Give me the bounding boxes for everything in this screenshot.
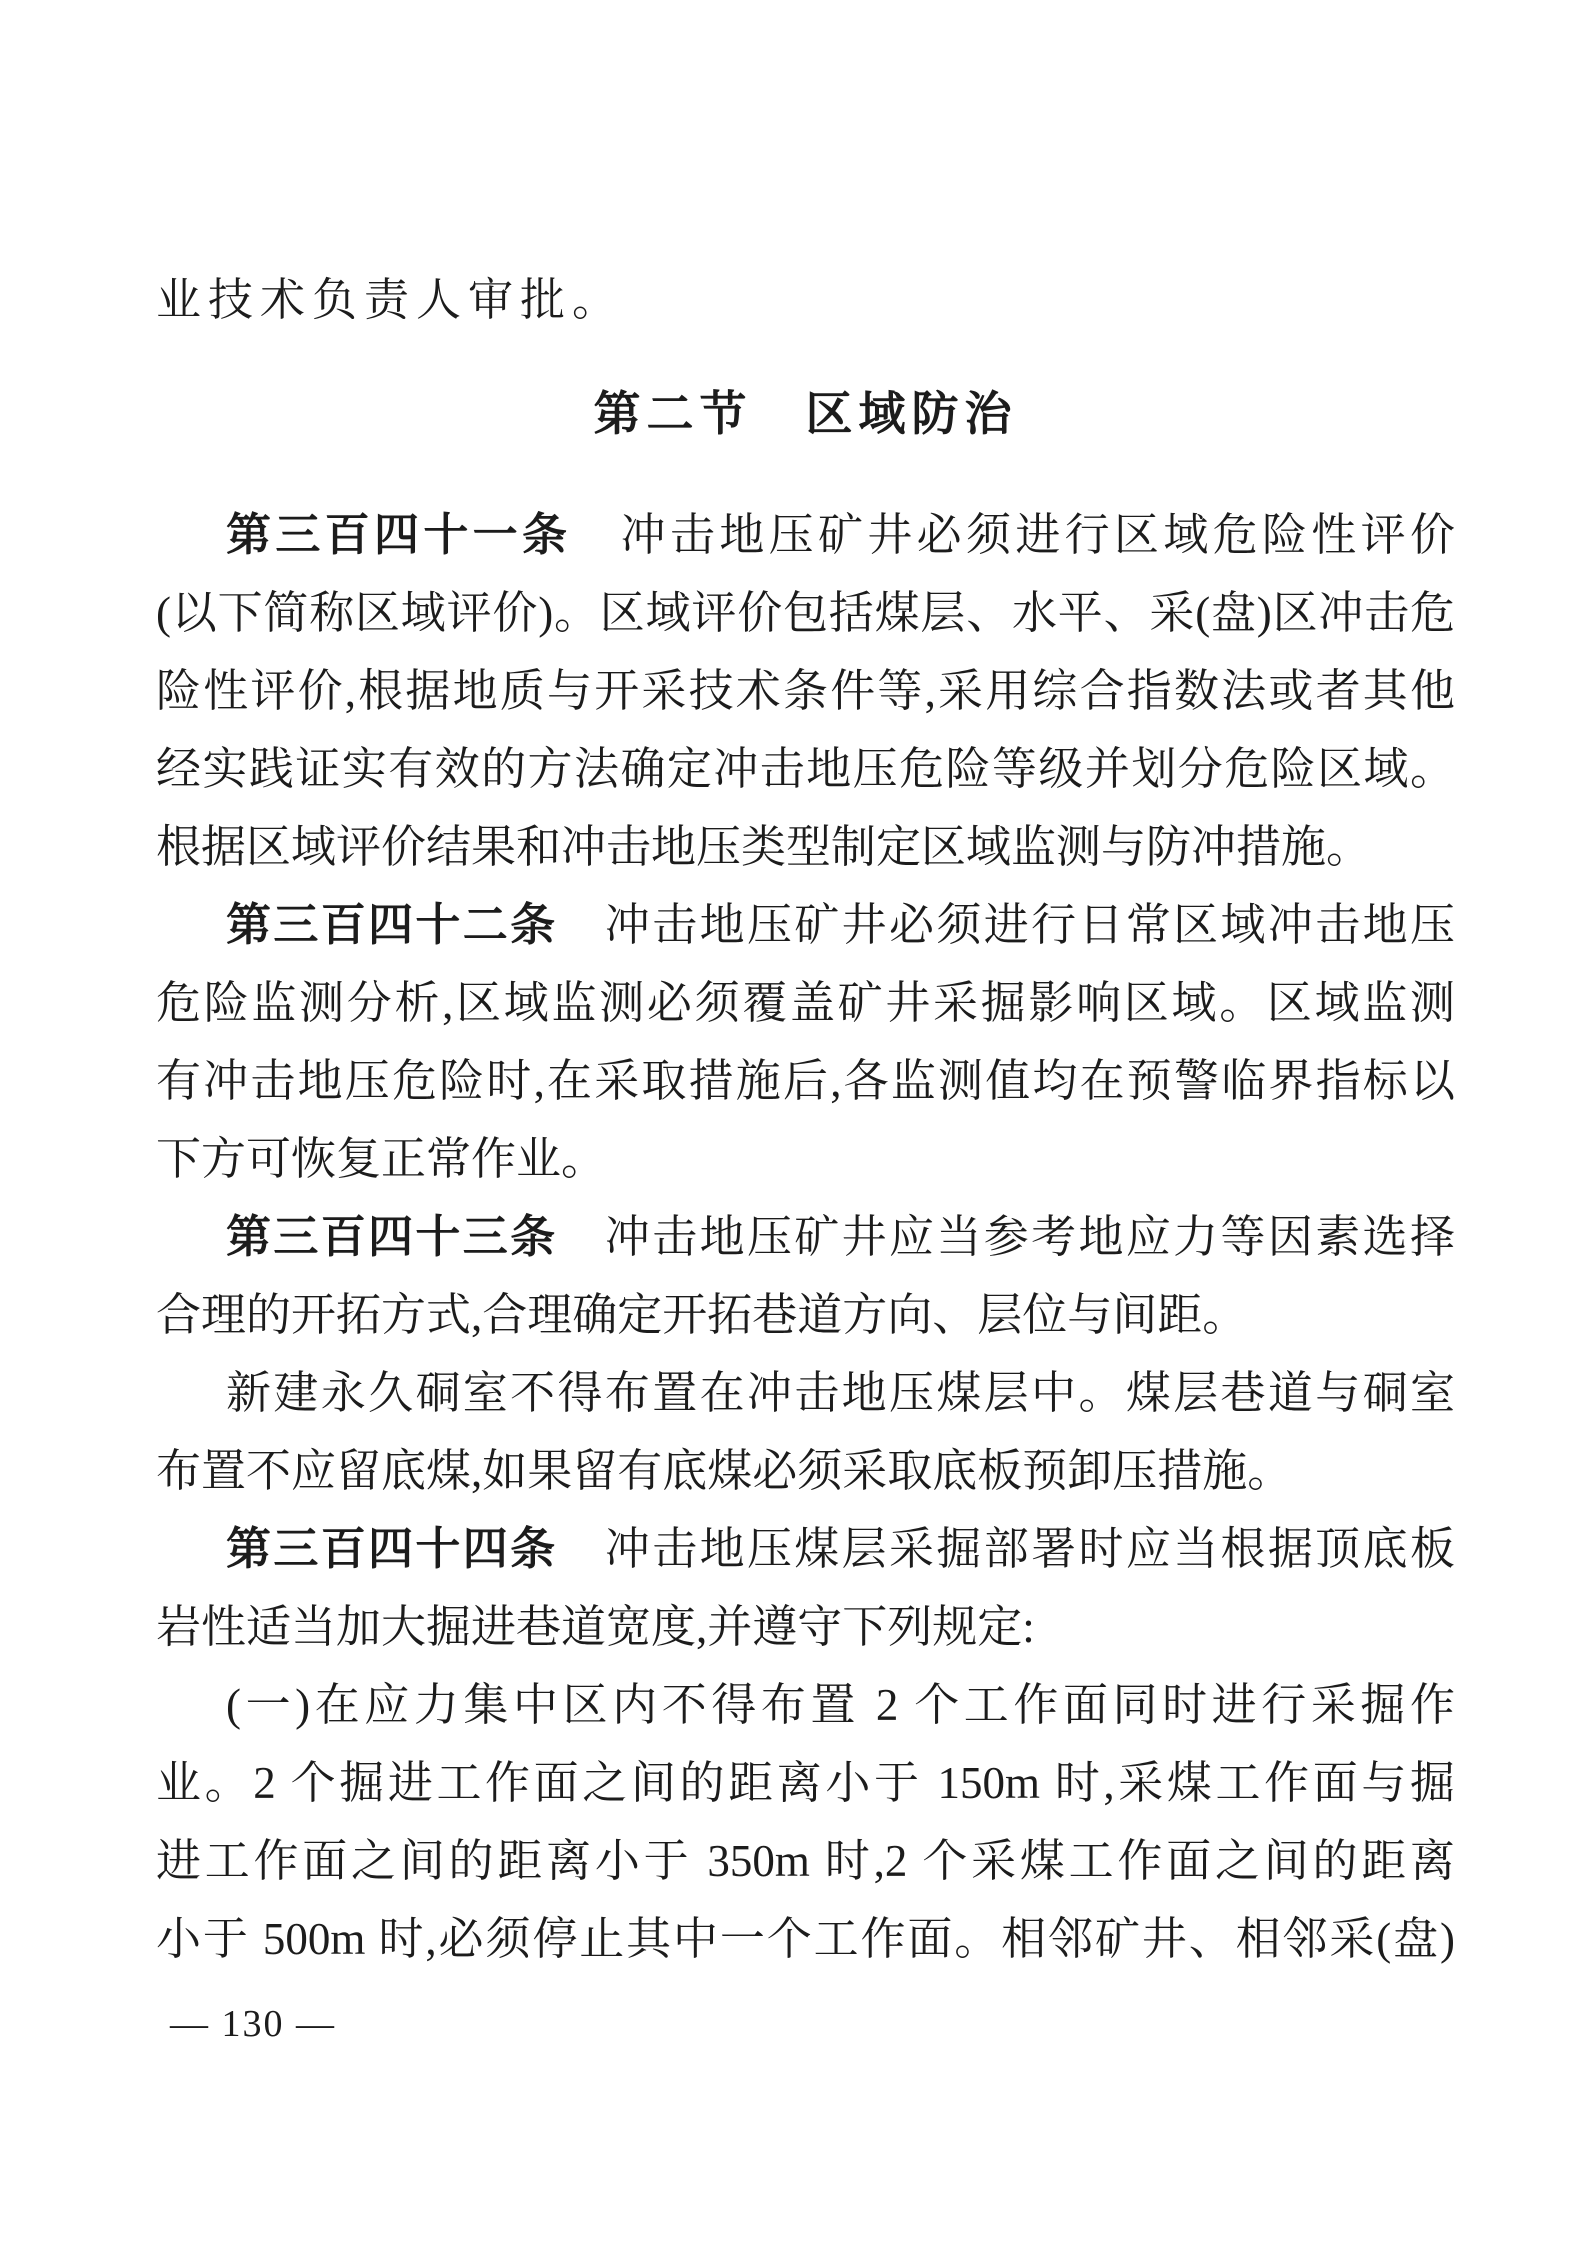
article-342-line-1 <box>156 886 1455 964</box>
article-344-item-1-line-1: (一)在应力集中区内不得布置 2 个工作面同时进行采掘作 <box>226 1680 1455 1730</box>
article-342-number: 第三百四十二条 <box>226 900 558 950</box>
article-342-line-2: 危险监测分析,区域监测必须覆盖矿井采掘影响区域。区域监测 <box>156 978 1455 1028</box>
article-344-line-2: 岩性适当加大掘进巷道宽度,并遵守下列规定: <box>156 1602 1035 1652</box>
article-343-line-1 <box>156 1198 1455 1276</box>
paragraph-continuation-line: 业技术负责人审批。 <box>156 275 625 325</box>
article-343-paragraph-2-line-2: 布置不应留底煤,如果留有底煤必须采取底板预卸压措施。 <box>156 1446 1293 1496</box>
article-342-line-3: 有冲击地压危险时,在采取措施后,各监测值均在预警临界指标以 <box>156 1056 1455 1106</box>
article-344-number: 第三百四十四条 <box>226 1524 558 1574</box>
article-342-line-1-text: 冲击地压矿井必须进行日常区域冲击地压 <box>557 900 1455 950</box>
article-341-line-4: 经实践证实有效的方法确定冲击地压危险等级并划分危险区域。 <box>156 744 1455 794</box>
article-344-item-1-line-3: 进工作面之间的距离小于 350m 时,2 个采煤工作面之间的距离 <box>156 1836 1455 1886</box>
article-342-line-4: 下方可恢复正常作业。 <box>156 1134 607 1184</box>
article-343-paragraph-2-line-1: 新建永久硐室不得布置在冲击地压煤层中。煤层巷道与硐室 <box>226 1368 1455 1418</box>
article-341-line-3: 险性评价,根据地质与开采技术条件等,采用综合指数法或者其他 <box>156 666 1455 716</box>
article-344-item-1-line-2: 业。2 个掘进工作面之间的距离小于 150m 时,采煤工作面与掘 <box>156 1758 1455 1808</box>
article-344-item-1-line-4: 小于 500m 时,必须停止其中一个工作面。相邻矿井、相邻采(盘) <box>156 1914 1455 1964</box>
article-341-line-1-text: 冲击地压矿井必须进行区域危险性评价 <box>571 510 1455 560</box>
article-341-number: 第三百四十一条 <box>226 510 572 560</box>
article-341-line-1 <box>156 496 1455 574</box>
article-344-line-1-text: 冲击地压煤层采掘部署时应当根据顶底板 <box>557 1524 1455 1574</box>
page-number: — 130 — <box>170 2003 336 2045</box>
article-341-line-5: 根据区域评价结果和冲击地压类型制定区域监测与防冲措施。 <box>156 822 1372 872</box>
article-344-line-1 <box>156 1510 1455 1588</box>
section-heading: 第二节 区域防治 <box>593 389 1018 441</box>
article-343-line-2: 合理的开拓方式,合理确定开拓巷道方向、层位与间距。 <box>156 1290 1248 1340</box>
article-343-number: 第三百四十三条 <box>226 1212 558 1262</box>
article-343-line-1-text: 冲击地压矿井应当参考地应力等因素选择 <box>557 1212 1455 1262</box>
article-341-line-2: (以下简称区域评价)。区域评价包括煤层、水平、采(盘)区冲击危 <box>156 588 1455 638</box>
